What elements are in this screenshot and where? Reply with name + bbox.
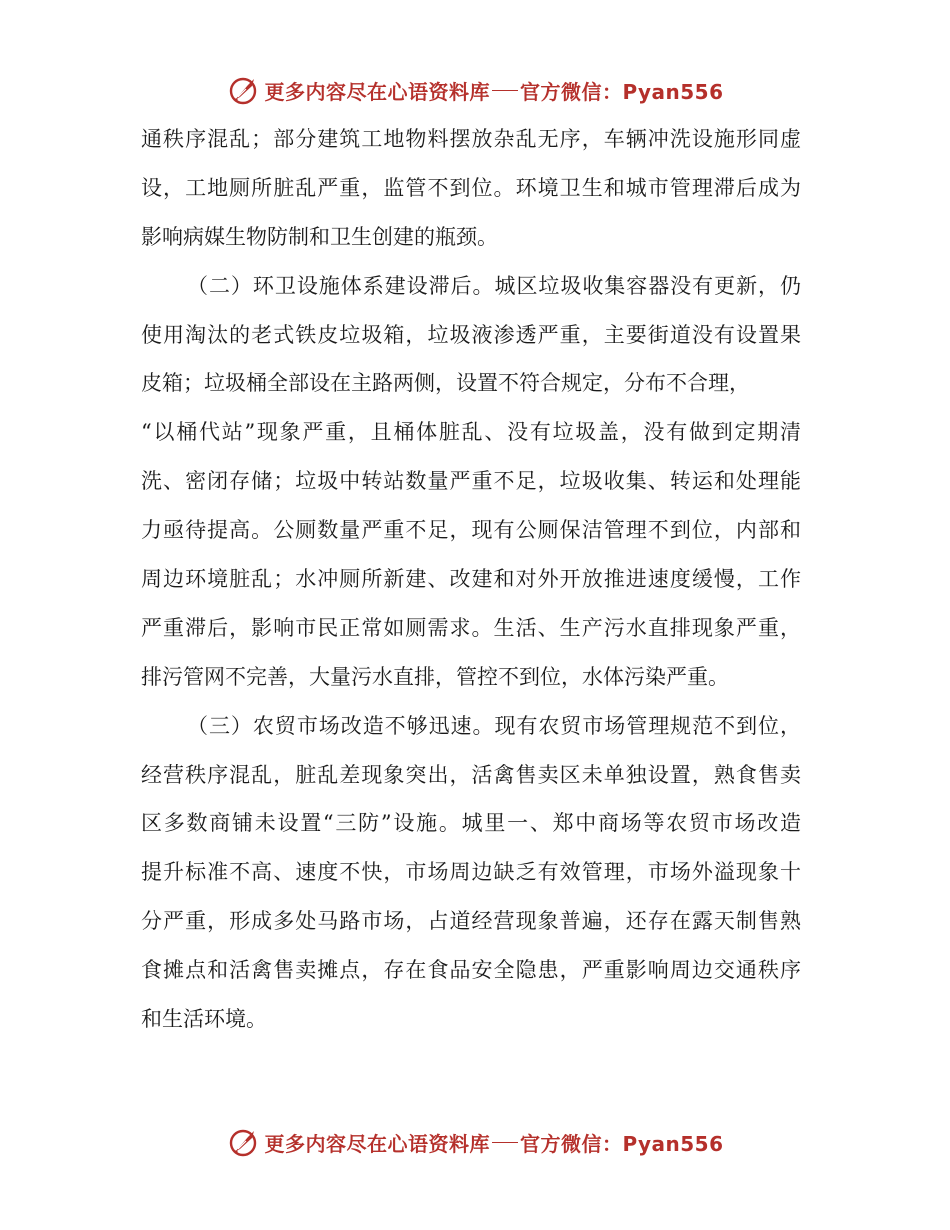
text-line: “以桶代站”现象严重，且桶体脏乱、没有垃圾盖，没有做到定期清 bbox=[141, 420, 801, 445]
text-line: 和生活环境。 bbox=[141, 1007, 267, 1032]
banner-left-text: 更多内容尽在心语资料库 bbox=[264, 1131, 490, 1156]
text-line: （二）环卫设施体系建设滞后。城区垃圾收集容器没有更新，仍 bbox=[187, 273, 801, 298]
text-line: 提升标准不高、速度不快，市场周边缺乏有效管理，市场外溢现象十 bbox=[141, 860, 801, 885]
text-line: 排污管网不完善，大量污水直排，管控不到位，水体污染严重。 bbox=[141, 664, 729, 689]
text-line: 区多数商铺未设置“三防”设施。城里一、郑中商场等农贸市场改造 bbox=[141, 811, 801, 836]
banner-left-text: 更多内容尽在心语资料库 bbox=[264, 79, 490, 104]
text-line: 食摊点和活禽售卖摊点，存在食品安全隐患，严重影响周边交通秩序 bbox=[141, 958, 801, 983]
banner-right-text: 官方微信：Pyan556 bbox=[519, 1131, 724, 1156]
header-banner bbox=[0, 70, 950, 110]
text-line: （三）农贸市场改造不够迅速。现有农贸市场管理规范不到位， bbox=[187, 713, 801, 738]
text-line: 周边环境脏乱；水冲厕所新建、改建和对外开放推进速度缓慢，工作 bbox=[141, 567, 801, 592]
text-line: 使用淘汰的老式铁皮垃圾箱，垃圾液渗透严重，主要街道没有设置果 bbox=[141, 322, 801, 347]
banner-right-text: 官方微信：Pyan556 bbox=[519, 79, 724, 104]
paragraph-1 bbox=[141, 115, 801, 262]
banner-separator bbox=[492, 1142, 518, 1143]
text-line: 设，工地厕所脏乱严重，监管不到位。环境卫生和城市管理滞后成为 bbox=[141, 175, 801, 200]
text-line: 皮箱；垃圾桶全部设在主路两侧，设置不符合规定，分布不合理， bbox=[141, 371, 750, 396]
text-line: 严重滞后，影响市民正常如厕需求。生活、生产污水直排现象严重， bbox=[141, 615, 801, 640]
paragraph-3 bbox=[141, 702, 801, 1044]
paragraph-2 bbox=[141, 262, 801, 702]
footer-banner bbox=[0, 1122, 950, 1162]
text-line: 经营秩序混乱，脏乱差现象突出，活禽售卖区未单独设置，熟食售卖 bbox=[141, 762, 801, 787]
banner-separator bbox=[492, 90, 518, 91]
document-body bbox=[141, 115, 801, 1044]
quill-in-circle-icon bbox=[226, 73, 260, 107]
quill-in-circle-icon bbox=[226, 1125, 260, 1159]
text-line: 分严重，形成多处马路市场，占道经营现象普遍，还存在露天制售熟 bbox=[141, 909, 801, 934]
text-line: 力亟待提高。公厕数量严重不足，现有公厕保洁管理不到位，内部和 bbox=[141, 518, 801, 543]
text-line: 通秩序混乱；部分建筑工地物料摆放杂乱无序，车辆冲洗设施形同虚 bbox=[141, 127, 801, 151]
text-line: 影响病媒生物防制和卫生创建的瓶颈。 bbox=[141, 224, 498, 249]
text-line: 洗、密闭存储；垃圾中转站数量严重不足，垃圾收集、转运和处理能 bbox=[141, 469, 801, 494]
